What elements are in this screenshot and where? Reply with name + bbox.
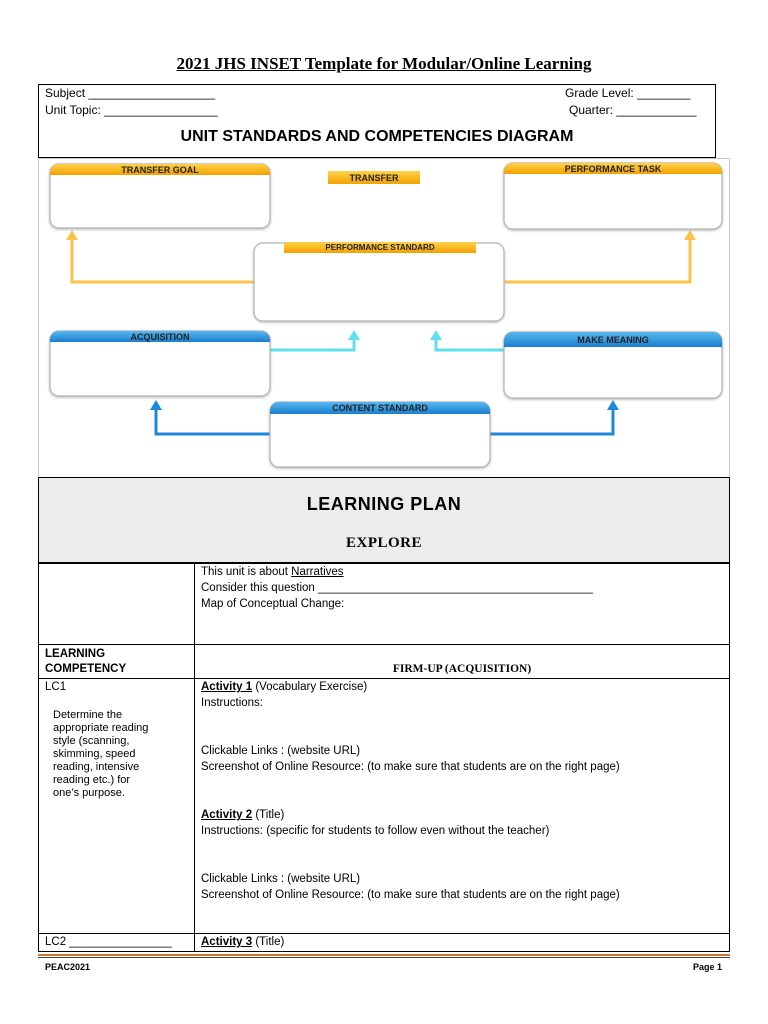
- activity2-name: Activity 2: [201, 809, 253, 821]
- table-row: [39, 934, 730, 952]
- activity1-links: Clickable Links : (website URL): [201, 745, 361, 757]
- activity3-name: Activity 3: [201, 936, 253, 948]
- performance-task-label: PERFORMANCE TASK: [564, 164, 662, 174]
- arrow-head-performance-task: [684, 230, 696, 240]
- activity2-links: Clickable Links : (website URL): [201, 873, 361, 885]
- unit-about-line: This unit is about Narratives: [201, 566, 344, 578]
- make-meaning-arrows: [270, 336, 504, 350]
- content-standard-label: CONTENT STANDARD: [332, 403, 428, 413]
- firm-up-heading: FIRM-UP (ACQUISITION): [195, 645, 730, 679]
- activity2-instructions: Instructions: (specific for students to follow even without the teacher): [201, 825, 550, 837]
- activity1-instructions: Instructions:: [201, 697, 263, 709]
- arrow-head-acquisition: [150, 400, 162, 410]
- standards-diagram: [38, 158, 730, 478]
- transfer-label: TRANSFER: [349, 173, 399, 183]
- footer-rule: [38, 954, 730, 956]
- performance-standard-box: [254, 243, 504, 321]
- performance-standard-label: PERFORMANCE STANDARD: [325, 243, 435, 252]
- make-meaning-label: MAKE MEANING: [577, 335, 649, 345]
- map-conceptual-change: Map of Conceptual Change:: [201, 598, 345, 610]
- lc1-label: LC1: [45, 681, 67, 693]
- activity3-cell: Activity 3 (Title): [195, 934, 730, 952]
- acquisition-label: ACQUISITION: [130, 332, 190, 342]
- subject-field: Subject ___________________: [45, 86, 216, 100]
- activities-cell: [195, 679, 730, 934]
- unit-topic-field: Unit Topic: _________________: [45, 103, 218, 117]
- footer-left: PEAC2021: [45, 962, 91, 972]
- table-row: [39, 679, 730, 934]
- learning-plan-table: [38, 563, 730, 952]
- explore-left-cell: [39, 564, 195, 645]
- page-number: Page 1: [692, 962, 722, 972]
- footer-rule-thin: [38, 957, 730, 958]
- arrow-head-make-meaning: [607, 400, 619, 410]
- consider-question: Consider this question ___________________________________________: [201, 582, 593, 594]
- transfer-goal-label: TRANSFER GOAL: [121, 165, 199, 175]
- lc2-label: LC2 ________________: [39, 934, 195, 952]
- quarter-field: Quarter: ____________: [569, 103, 697, 117]
- activity1-screenshot: Screenshot of Online Resource: (to make sure that students are on the right page): [201, 761, 620, 773]
- activity2-screenshot: Screenshot of Online Resource: (to make sure that students are on the right page): [201, 889, 620, 901]
- activity2-line: Activity 2 (Title): [201, 809, 285, 821]
- lc1-description: Determine the appropriate reading style (scanning, skimming, speed reading, intensive reading etc.) for one’s purpose.: [53, 709, 149, 799]
- explore-right-cell: [195, 564, 730, 645]
- table-row: [39, 564, 730, 645]
- lc1-cell: [39, 679, 195, 934]
- arrow-head-perf-standard-right: [430, 330, 442, 340]
- learning-plan-title: LEARNING PLAN: [306, 494, 462, 514]
- learning-competency-header: LEARNING COMPETENCY: [39, 645, 195, 679]
- document-title: 2021 JHS INSET Template for Modular/Online Learning: [176, 54, 592, 73]
- arrow-head-perf-standard-left: [348, 330, 360, 340]
- explore-heading: EXPLORE: [345, 535, 422, 551]
- unit-topic-value: Narratives: [291, 566, 344, 578]
- activity1-line: Activity 1 (Vocabulary Exercise): [201, 681, 368, 693]
- table-row: [39, 645, 730, 679]
- activity1-name: Activity 1: [201, 681, 253, 693]
- arrow-head-transfer-goal: [66, 230, 78, 240]
- grade-level-field: Grade Level: ________: [565, 86, 691, 100]
- diagram-heading: UNIT STANDARDS AND COMPETENCIES DIAGRAM: [180, 128, 574, 145]
